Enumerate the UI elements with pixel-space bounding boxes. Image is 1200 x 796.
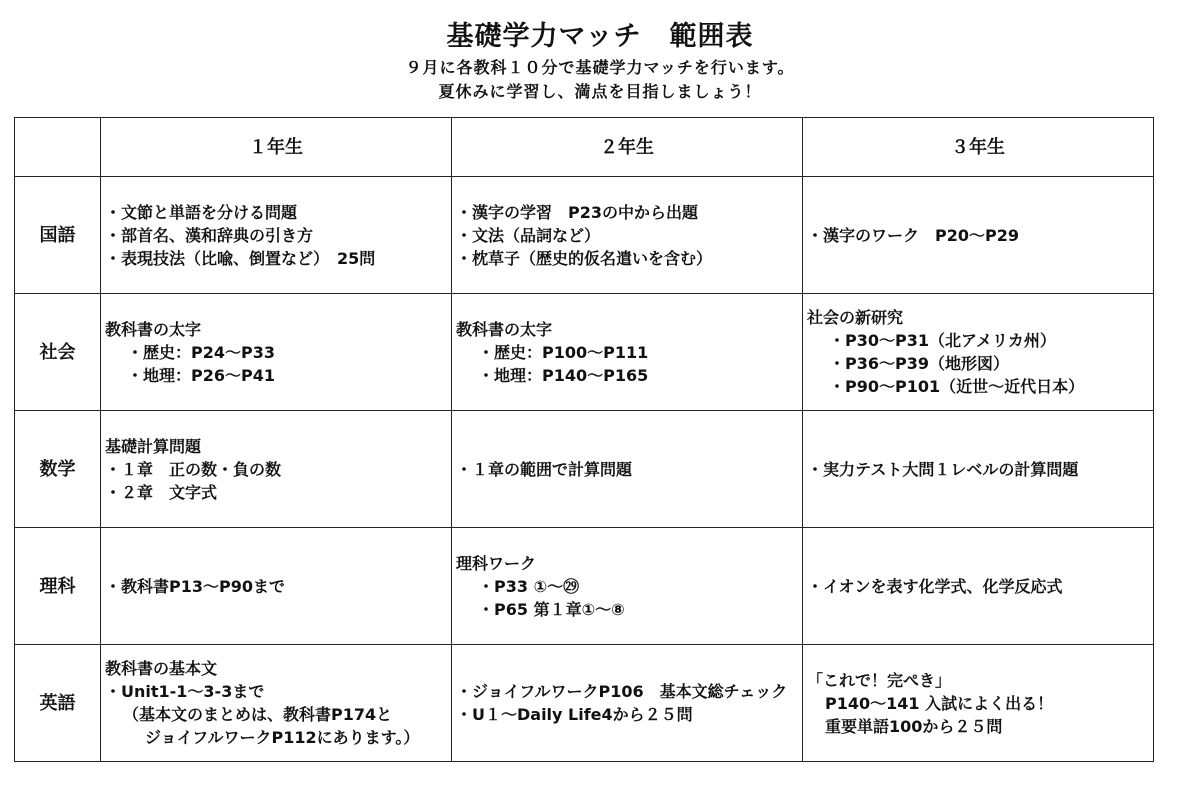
- cell-line: ・文節と単語を分ける問題: [105, 202, 298, 222]
- cell-science-grade3: [803, 528, 1154, 645]
- cell-line: 「これで！完ぺき」: [807, 670, 952, 690]
- cell-line: ・P65 第１章①～⑧: [478, 599, 625, 619]
- cell-line: 教科書の太字: [456, 319, 553, 339]
- cell-line: ・部首名、漢和辞典の引き方: [105, 225, 314, 245]
- cell-line: ・漢字のワーク P20～P29: [807, 225, 1019, 245]
- column-header-grade3: ３年生: [803, 118, 1154, 177]
- cell-science-grade1: [101, 528, 452, 645]
- cell-science-grade2: [452, 528, 803, 645]
- cell-line: 基礎計算問題: [105, 436, 202, 456]
- cell-japanese-grade2: [452, 177, 803, 294]
- cell-line: ・歴史：P100～P111: [478, 342, 649, 362]
- table-row-math: [15, 411, 1154, 528]
- cell-line: ・実力テスト大問１レベルの計算問題: [807, 459, 1079, 479]
- cell-line: ・P30～P31（北アメリカ州）: [829, 331, 1056, 350]
- cell-line: 重要単語100から２５問: [825, 716, 1003, 736]
- cell-line: ・ジョイフルワークP106 基本文総チェック: [456, 682, 788, 701]
- cell-line: （基本文のまとめは、教科書P174と: [123, 705, 393, 724]
- subtitle-line-1: ９月に各教科１０分で基礎学力マッチを行います。: [405, 58, 795, 77]
- cell-social-grade2: [452, 294, 803, 411]
- cell-japanese-grade3: [803, 177, 1154, 294]
- range-table: [14, 117, 1154, 762]
- cell-line: ・U１～Daily Life4から２５問: [456, 705, 693, 724]
- table-header-row: [15, 118, 1154, 177]
- cell-english-grade3: [803, 645, 1154, 762]
- subject-label: 英語: [15, 645, 101, 762]
- page-title: 基礎学力マッチ 範囲表: [446, 21, 754, 52]
- cell-line: ・表現技法（比喩、倒置など） 25問: [105, 248, 376, 268]
- cell-line: ・イオンを表す化学式、化学反応式: [807, 576, 1063, 596]
- cell-line: ・漢字の学習 P23の中から出題: [456, 202, 698, 222]
- cell-line: ・地理：P26～P41: [127, 365, 275, 385]
- cell-japanese-grade1: [101, 177, 452, 294]
- cell-math-grade2: [452, 411, 803, 528]
- cell-math-grade3: [803, 411, 1154, 528]
- table-row-social: [15, 294, 1154, 411]
- cell-social-grade3: [803, 294, 1154, 411]
- column-header-grade1: １年生: [101, 118, 452, 177]
- cell-line: ・P33 ①～㉙: [478, 576, 580, 596]
- cell-line: ・P36～P39（地形図）: [829, 354, 1009, 373]
- cell-line: 教科書の基本文: [105, 659, 218, 678]
- subject-label: 理科: [15, 528, 101, 645]
- cell-english-grade2: [452, 645, 803, 762]
- cell-math-grade1: [101, 411, 452, 528]
- subject-label: 数学: [15, 411, 101, 528]
- cell-line: ・教科書P13～P90まで: [105, 576, 285, 596]
- cell-line: ジョイフルワークP112にあります。）: [145, 728, 420, 747]
- cell-line: ・P90～P101（近世～近代日本）: [829, 377, 1085, 396]
- cell-line: ・枕草子（歴史的仮名遣いを含む）: [456, 248, 713, 268]
- cell-line: ・１章の範囲で計算問題: [456, 459, 633, 479]
- cell-line: 理科ワーク: [456, 553, 537, 573]
- cell-line: ・地理：P140～P165: [478, 365, 649, 385]
- table-row-english: [15, 645, 1154, 762]
- cell-line: P140～141 入試によく出る！: [825, 693, 1054, 713]
- subtitle-line-2: 夏休みに学習し、満点を目指しましょう！: [438, 82, 762, 101]
- corner-cell: [15, 118, 101, 177]
- cell-line: 教科書の太字: [105, 319, 202, 339]
- cell-line: 社会の新研究: [807, 308, 904, 327]
- table-row-japanese: [15, 177, 1154, 294]
- cell-line: ・文法（品詞など）: [456, 225, 601, 245]
- column-header-grade2: ２年生: [452, 118, 803, 177]
- cell-line: ・歴史：P24～P33: [127, 342, 275, 362]
- subject-label: 社会: [15, 294, 101, 411]
- cell-line: ・Unit1-1～3-3まで: [105, 682, 265, 701]
- cell-line: ・１章 正の数・負の数: [105, 459, 282, 479]
- cell-line: ・２章 文字式: [105, 482, 218, 502]
- table-row-science: [15, 528, 1154, 645]
- subject-label: 国語: [15, 177, 101, 294]
- cell-social-grade1: [101, 294, 452, 411]
- cell-english-grade1: [101, 645, 452, 762]
